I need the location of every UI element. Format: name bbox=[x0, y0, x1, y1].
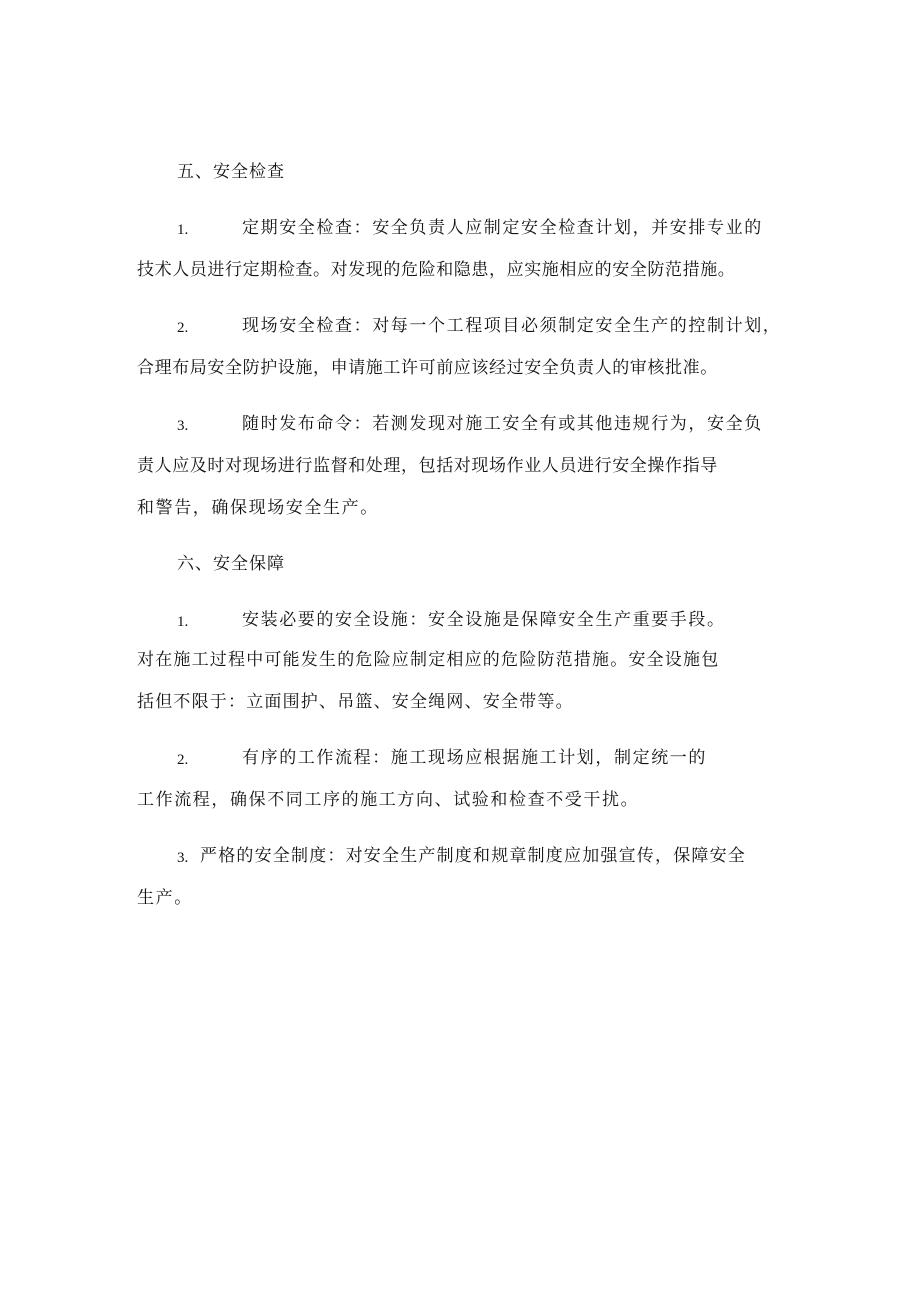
paragraph-line: 和警告，确保现场安全生产。 bbox=[137, 498, 379, 518]
item-number: 1. bbox=[177, 614, 189, 630]
paragraph-line: 严格的安全制度：对安全生产制度和规章制度应加强宣传，保障安全 bbox=[200, 846, 746, 866]
section-heading-safety-inspection: 五、安全检查 bbox=[177, 162, 285, 182]
paragraph-line: 技术人员进行定期检查。对发现的危险和隐患，应实施相应的安全防范措施。 bbox=[137, 260, 736, 280]
item-number: 3. bbox=[177, 850, 189, 866]
paragraph-line: 定期安全检查：安全负责人应制定安全检查计划，并安排专业的 bbox=[242, 218, 763, 238]
paragraph-line: 合理布局安全防护设施，申请施工许可前应该经过安全负责人的审核批准。 bbox=[137, 358, 718, 378]
section-heading-safety-guarantee: 六、安全保障 bbox=[177, 554, 285, 574]
item-number: 2. bbox=[177, 320, 189, 336]
paragraph-line: 安装必要的安全设施：安全设施是保障安全生产重要手段。 bbox=[242, 610, 726, 630]
paragraph-line: 对在施工过程中可能发生的危险应制定相应的危险防范措施。安全设施包 bbox=[137, 650, 720, 670]
item-number: 3. bbox=[177, 418, 189, 434]
paragraph-line: 生产。 bbox=[137, 888, 193, 908]
paragraph-line: 工作流程，确保不同工序的施工方向、试验和检查不受干扰。 bbox=[137, 790, 640, 810]
item-number: 2. bbox=[177, 752, 189, 768]
paragraph-line: 有序的工作流程：施工现场应根据施工计划，制定统一的 bbox=[242, 748, 707, 768]
paragraph-line: 责人应及时对现场进行监督和处理，包括对现场作业人员进行安全操作指导 bbox=[137, 456, 718, 476]
paragraph-line: 现场安全检查：对每一个工程项目必须制定安全生产的控制计划， bbox=[242, 316, 782, 336]
item-number: 1. bbox=[177, 222, 189, 238]
paragraph-line: 括但不限于：立面围护、吊篮、安全绳网、安全带等。 bbox=[137, 692, 574, 712]
paragraph-line: 随时发布命令：若测发现对施工安全有或其他违规行为，安全负 bbox=[242, 414, 763, 434]
